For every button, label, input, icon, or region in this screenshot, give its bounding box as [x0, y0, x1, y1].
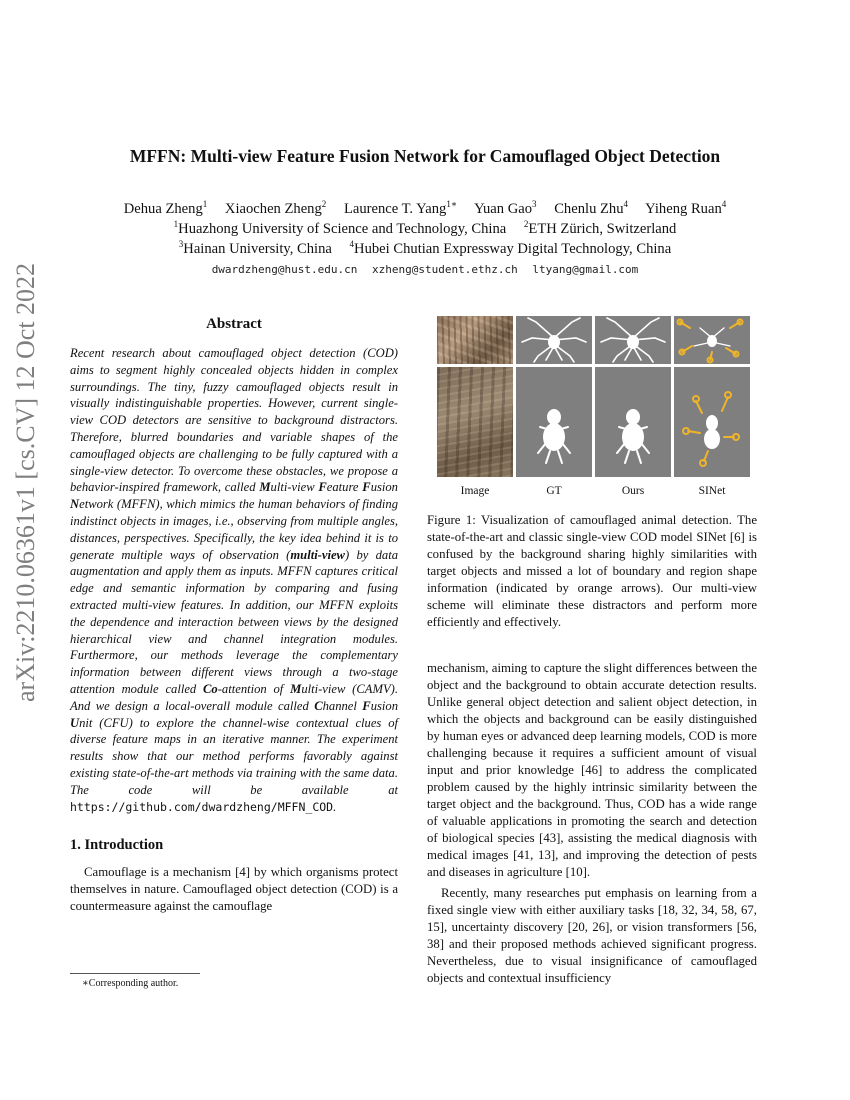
mask-ours-insect	[595, 367, 671, 477]
body-paragraph: mechanism, aiming to capture the slight differences between the object and the background to obtain accurate detection results. Unlike general object detection and salient object detection, in which the objects and background can be easily distinguished by human eyes or advanced deep learning models, COD is more challenging because it requires a sufficient amount of visual input and prior knowledge [46] to address the complicated problem caused by the highly intrinsic similarity between the target object and the background. Thus, COD has a wide range of valuable applications in promoting the search and detection of biological species [43], assisting the medical diagnosis with medical images [41, 13], and improving the detection of pests and diseases in agriculture [10].	[427, 661, 757, 879]
footnote: ∗Corresponding author.	[82, 978, 179, 989]
affiliation-sup: 3	[178, 239, 184, 250]
author-name: Xiaochen Zheng	[224, 201, 322, 217]
abstract-text: Recent research about camouflaged object detection (COD) aims to segment highly concealed objects hidden in complex surroundings. The tiny, fuzzy camouflaged objects result in visually indistinguishable properties. However, current single-view COD detectors are sensitive to background distractors. Therefore, blurred boundaries and variable shapes of the camouflaged objects are challenging to be fully captured with a single-view detector. To overcome these obstacles, we propose a behavior-inspired framework, called Multi-view Feature Fusion Network (MFFN), which mimics the human behaviors of finding indistinct objects in images, i.e., observing from multiple angles, distances, perspectives. Specifically, the key idea behind it is to generate multiple ways of observation (multi-view) by data augmentation and apply them as inputs. MFFN captures critical edge and semantic information by comparing and fusing extracted multi-view features. In addition, our MFFN exploits the dependence and interaction between views by the designed hierarchical view and channel integration modules. Furthermore, our methods leverage the complementary information between different views through a two-stage attention module called Co-attention of Multi-view (CAMV). And we design a local-overall module called Channel Fusion Unit (CFU) to explore the channel-wise contextual clues of diverse feature maps in an iterative manner. The experiment results show that our method performs favorably against existing state-of-the-art methods via training with the same data. The code will be available at https://github.com/dwardzheng/MFFN_COD.	[70, 346, 398, 814]
author-name: Laurence T. Yang	[343, 201, 447, 217]
author-sup: 2	[321, 199, 327, 210]
mask-gt-insect	[516, 367, 592, 477]
image-insect-photo	[437, 367, 513, 477]
mask-ours-spider	[595, 316, 671, 364]
author-name: Yuan Gao	[474, 201, 533, 217]
author-name: Chenlu Zhu	[554, 201, 624, 217]
affiliation-sup: 2	[523, 219, 529, 230]
figure-caption: Figure 1: Visualization of camouflaged animal detection. The state-of-the-art and classic single-view COD model SINet [6] is confused by the background sharing highly similarities with target objects and missed a lot of boundary and region shape information (indicated by orange arrows). Our multi-view scheme will eliminate these distractors and perform more efficiently and effectively.	[427, 513, 757, 629]
arxiv-id: arXiv:2210.06361v1 [cs.CV] 12 Oct 2022	[11, 262, 40, 702]
mask-sinet-spider	[674, 316, 750, 364]
mask-gt-spider	[516, 316, 592, 364]
paper-title: MFFN: Multi-view Feature Fusion Network for Camouflaged Object Detection	[129, 146, 721, 166]
author-list	[40, 199, 810, 219]
body-paragraph: Recently, many researches put emphasis on learning from a fixed single view with either auxiliary tasks [18, 32, 34, 58, 67, 15], uncertainty discovery [20, 26], or vision transformers [56, 38] and their proposed methods achieved significant progress. Nevertheless, due to visual insignificance of camouflaged objects and contextual insufficiency	[427, 886, 757, 985]
mask-sinet-insect	[674, 367, 750, 477]
insect-silhouette	[595, 367, 671, 477]
section-heading-introduction: 1. Introduction	[70, 837, 164, 854]
email[interactable]: xzheng@student.ethz.ch	[372, 263, 518, 276]
author-name: Yiheng Ruan	[645, 201, 722, 217]
affiliation: Hainan University, China	[183, 241, 332, 257]
author-sup: 1∗	[446, 199, 457, 210]
abstract-heading: Abstract	[206, 316, 262, 332]
affiliation: Hubei Chutian Expressway Digital Technology, China	[354, 241, 672, 257]
left-column	[70, 312, 398, 915]
figure-row-spider	[437, 316, 749, 364]
author-sup: 4	[721, 199, 727, 210]
author-name: Dehua Zheng	[123, 201, 203, 217]
footnote-divider	[70, 973, 200, 974]
affiliation-sup: 1	[173, 219, 179, 230]
author-sup: 1	[202, 199, 208, 210]
email[interactable]: ltyang@gmail.com	[532, 263, 639, 276]
affiliation-line	[40, 219, 810, 239]
author-sup: 3	[532, 199, 537, 210]
spider-partial-with-arrows	[674, 316, 750, 364]
spider-silhouette	[516, 316, 592, 364]
figure-row-insect	[437, 367, 749, 477]
affiliation: Huazhong University of Science and Technology, China	[178, 221, 507, 237]
spider-silhouette	[595, 316, 671, 364]
insect-silhouette	[516, 367, 592, 477]
arxiv-stamp	[6, 262, 46, 702]
right-column	[427, 660, 757, 987]
author-block	[40, 199, 810, 259]
affiliation: ETH Zürich, Switzerland	[528, 221, 677, 237]
insect-partial-with-arrows	[674, 367, 750, 477]
affiliation-line	[40, 239, 810, 259]
figure-1	[437, 316, 749, 497]
label-image: Image	[460, 485, 490, 497]
author-sup: 4	[623, 199, 629, 210]
image-spider-photo	[437, 316, 513, 364]
label-ours: Ours	[621, 485, 645, 497]
label-gt: GT	[546, 485, 562, 497]
code-link[interactable]: https://github.com/dwardzheng/MFFN_COD	[70, 799, 334, 814]
figure-column-labels	[437, 485, 749, 497]
intro-paragraph: Camouflage is a mechanism [4] by which organisms protect themselves in nature. Camouflaged object detection (COD) is a countermeasure against the camouflage	[70, 865, 398, 914]
affiliation-sup: 4	[349, 239, 355, 250]
label-sinet: SINet	[698, 485, 726, 497]
email-list	[40, 262, 810, 277]
email[interactable]: dwardzheng@hust.edu.cn	[211, 263, 358, 276]
multiview-bold: multi-view	[290, 547, 345, 562]
